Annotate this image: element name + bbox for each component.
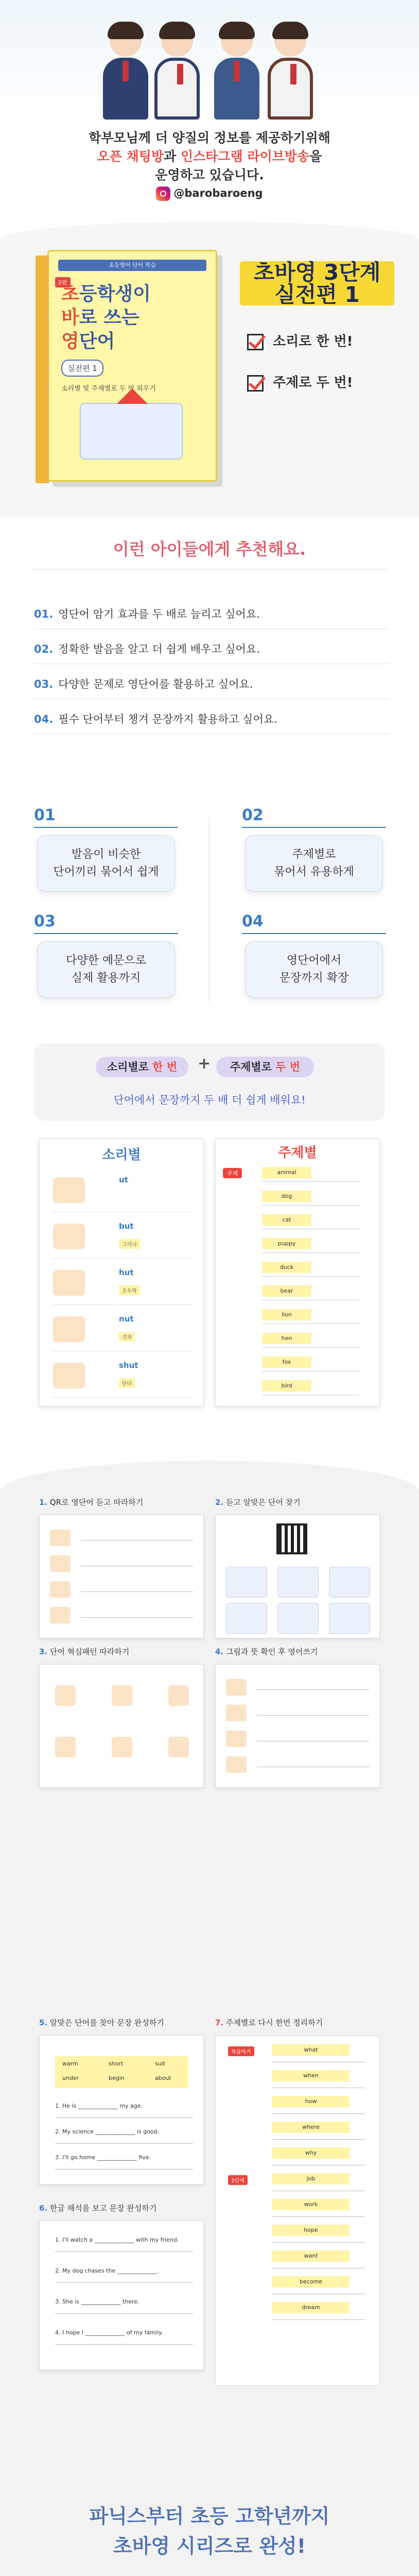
book-band: 초등영어 단어 학습 <box>58 260 206 271</box>
activity-pattern <box>39 1646 204 1788</box>
sound-sample-page <box>39 1139 204 1406</box>
theme-row: puppy <box>262 1237 365 1262</box>
book-title: 초등학생이 바로 쓰는 영단어 <box>61 283 151 352</box>
feature-number: 01 <box>34 806 56 824</box>
feature-card <box>34 806 178 893</box>
sound-theme-section <box>0 1023 419 1430</box>
divider <box>31 569 388 570</box>
recommend-title: 이런 아이들에게 추천해요. <box>113 539 306 559</box>
exercise-sentence: 4. I hope I ______________ of my family. <box>55 2329 193 2345</box>
exercise-picture <box>55 1737 76 1757</box>
instagram-link[interactable] <box>0 187 419 201</box>
theme-row: bear <box>262 1284 365 1309</box>
theme-review-card <box>215 2036 380 2386</box>
feature-box: 영단어에서 문장까지 확장 <box>245 941 383 998</box>
theme-row: cat <box>262 1213 365 1238</box>
review-row: what <box>272 2044 365 2070</box>
exercise-box <box>226 1567 267 1598</box>
theme-sample-page <box>215 1139 380 1406</box>
student-figure <box>266 25 315 120</box>
series-section <box>0 2481 419 2576</box>
student-figure <box>101 25 150 120</box>
divider <box>34 827 178 828</box>
activity-card <box>215 1515 380 1638</box>
series-name-badge: 초바영 3단계 실전편 1 <box>240 261 394 306</box>
exercise-row <box>50 1579 193 1600</box>
exercise-box <box>277 1567 319 1598</box>
word-picture <box>53 1363 85 1388</box>
hero-message <box>0 129 419 184</box>
feature-card <box>242 806 386 893</box>
sentence-activities-section <box>0 2017 419 2481</box>
review-row: how <box>272 2096 365 2122</box>
exercise-row <box>50 1528 193 1548</box>
theme-row: bird <box>262 1379 365 1404</box>
review-row: dream <box>272 2302 365 2328</box>
activity-qr-listen <box>39 1497 204 1638</box>
product-section <box>0 240 419 518</box>
sound-page-title: 소리별 <box>102 1147 141 1163</box>
exercise-row <box>50 1605 193 1625</box>
review-row: when <box>272 2070 365 2096</box>
review-row: why <box>272 2147 365 2173</box>
theme-tag: 주제 <box>223 1168 242 1178</box>
sound-pill: 소리별로 한 번 <box>96 1057 188 1077</box>
exercise-picture <box>168 1685 189 1706</box>
activity-translate-complete <box>39 2202 204 2370</box>
sound-row: shut 닫다 <box>53 1355 192 1398</box>
review-row: become <box>272 2276 365 2302</box>
divider <box>209 817 210 1002</box>
sound-row: but 그러나 <box>53 1216 192 1259</box>
features-section <box>0 806 419 1023</box>
word-bank: warm short suit under begin about <box>55 2056 188 2088</box>
sound-row: nut 견과 <box>53 1309 192 1351</box>
exercise-picture <box>112 1737 132 1757</box>
exercise-sentence: 1. I'll watch a ______________ with my friend. <box>55 2236 193 2252</box>
activity-title: 4. 그림과 뜻 확인 후 영어쓰기 <box>215 1647 318 1656</box>
hero-line-3: 운영하고 있습니다. <box>155 167 264 182</box>
activity-picture-write <box>215 1646 380 1788</box>
exercise-row <box>226 1754 369 1775</box>
feature-box: 발음이 비슷한 단어끼리 묶어서 쉽게 <box>37 835 175 892</box>
feature-number: 04 <box>242 912 264 930</box>
student-figure <box>152 25 202 120</box>
exercise-row <box>226 1703 369 1723</box>
book-spine <box>36 256 49 483</box>
feature-number: 02 <box>242 806 264 824</box>
theme-row: fox <box>262 1355 365 1380</box>
word-picture <box>53 1224 85 1249</box>
exercise-row <box>50 1553 193 1574</box>
activity-card <box>39 2221 204 2370</box>
review-row: work <box>272 2199 365 2225</box>
section-divider <box>0 204 419 240</box>
recommend-item: 04. 필수 단어부터 챙겨 문장까지 활용하고 싶어요. <box>34 704 389 734</box>
word-picture <box>53 1270 85 1296</box>
feature-number: 03 <box>34 912 56 930</box>
recommend-item: 03. 다양한 문제로 영단어를 활용하고 싶어요. <box>34 669 389 699</box>
activity-theme-review <box>215 2017 380 2035</box>
theme-row: lion <box>262 1308 365 1333</box>
activity-card <box>39 2035 204 2184</box>
word-picture <box>53 1177 85 1203</box>
series-title: 파닉스부터 초등 고학년까지 초바영 시리즈로 완성! <box>89 2505 330 2557</box>
instagram-handle: @barobaroeng <box>173 187 263 199</box>
activity-title: 7. 주제별로 다시 한번 정리하기 <box>215 2018 323 2027</box>
activity-card <box>39 1515 204 1638</box>
exercise-box <box>329 1567 370 1598</box>
exercise-sentence: 3. She is ______________ there. <box>55 2298 193 2314</box>
divider <box>242 933 386 934</box>
review-tag: 복습하기 <box>228 2046 254 2056</box>
activity-title: 3. 단어 혁심패턴 따라하기 <box>39 1647 130 1656</box>
theme-row: hen <box>262 1332 365 1357</box>
book-subtitle: 실전편 1 <box>61 360 103 377</box>
feature-card <box>34 912 178 999</box>
feature-card <box>242 912 386 999</box>
theme-row: dog <box>262 1190 365 1214</box>
recommend-section <box>0 518 419 806</box>
activity-title: 6. 한글 해석을 보고 문장 완성하기 <box>39 2204 157 2213</box>
exercise-picture <box>112 1685 132 1706</box>
student-figure <box>212 25 261 120</box>
qr-code-icon <box>276 1523 307 1554</box>
checkbox-checked-icon <box>247 334 264 350</box>
theme-row: animal <box>262 1166 365 1191</box>
word-picture <box>53 1316 85 1342</box>
activity-card <box>39 1664 204 1788</box>
exercise-sentence: 3. I'll go home ______________ five. <box>55 2154 193 2170</box>
divider <box>34 933 178 934</box>
instagram-icon <box>156 187 170 201</box>
exercise-box <box>226 1603 267 1634</box>
exercise-picture <box>168 1737 189 1757</box>
review-row: where <box>272 2122 365 2147</box>
sound-row: ut <box>53 1170 192 1212</box>
hero-line-1: 학부모님께 더 양질의 정보를 제공하기위해 <box>89 130 330 145</box>
activity-title: 5. 알맞은 단어를 찾아 문장 완성하기 <box>39 2018 164 2027</box>
theme-row: duck <box>262 1261 365 1285</box>
checkbox-checked-icon <box>247 375 264 392</box>
students-illustration <box>0 11 419 120</box>
sound-row: hut 오두막 <box>53 1263 192 1305</box>
activity-sentence-complete <box>39 2017 204 2184</box>
review-row: want <box>272 2250 365 2276</box>
exercise-row <box>226 1728 369 1749</box>
book-description: 소리별 및 주제별로 두 번 외우기 <box>61 385 156 393</box>
review-row: job <box>272 2173 365 2199</box>
feature-box: 주제별로 묶어서 유용하게 <box>245 835 383 892</box>
theme-pill: 주제별로 두 번 <box>216 1057 314 1077</box>
instagram-live-highlight: 인스타그램 라이브방송 <box>180 149 310 164</box>
activity-listen-find <box>215 1497 380 1638</box>
exercise-sentence: 2. My dog chases the ______________. <box>55 2267 193 2283</box>
book-edition-badge: 2판 <box>55 277 71 287</box>
exercise-picture <box>55 1685 76 1706</box>
activities-section <box>0 1492 419 2017</box>
divider <box>242 827 386 828</box>
recommend-item: 02. 정확한 발음을 알고 더 쉽게 배우고 싶어요. <box>34 634 389 664</box>
exercise-box <box>329 1603 370 1634</box>
exercise-sentence: 2. My science ______________ is good. <box>55 2128 193 2144</box>
exercise-sentence: 1. He is ______________ my age. <box>55 2103 193 2118</box>
check-item-theme: 주제로 두 번! <box>247 368 401 397</box>
school-illustration <box>80 403 183 460</box>
activity-card <box>215 1664 380 1788</box>
exercise-row <box>226 1677 369 1698</box>
hero-section <box>0 0 419 204</box>
activity-title: 2. 듣고 알맞은 단어 찾기 <box>215 1498 301 1507</box>
activity-title: 1. QR로 영단어 듣고 따라하기 <box>39 1498 144 1507</box>
hero-line-2: 오픈 채팅방과 인스타그램 라이브방송을 <box>97 149 322 164</box>
sound-theme-subtitle: 단어에서 문장까지 두 배 더 쉽게 배워요! <box>113 1094 306 1106</box>
check-item-sound: 소리로 한 번! <box>247 327 401 356</box>
exercise-box <box>277 1603 319 1634</box>
review-tag: 2단계 <box>228 2175 248 2185</box>
section-divider <box>0 1430 419 1492</box>
feature-box: 다양한 예문으로 실제 활용까지 <box>37 941 175 998</box>
recommend-item: 01. 영단어 암기 효과를 두 배로 늘리고 싶어요. <box>34 599 389 629</box>
review-row: hope <box>272 2225 365 2250</box>
open-chat-highlight: 오픈 채팅방 <box>97 149 164 164</box>
plus-icon: + <box>198 1055 211 1073</box>
book-cover <box>47 250 217 482</box>
theme-page-title: 주제별 <box>278 1145 317 1161</box>
